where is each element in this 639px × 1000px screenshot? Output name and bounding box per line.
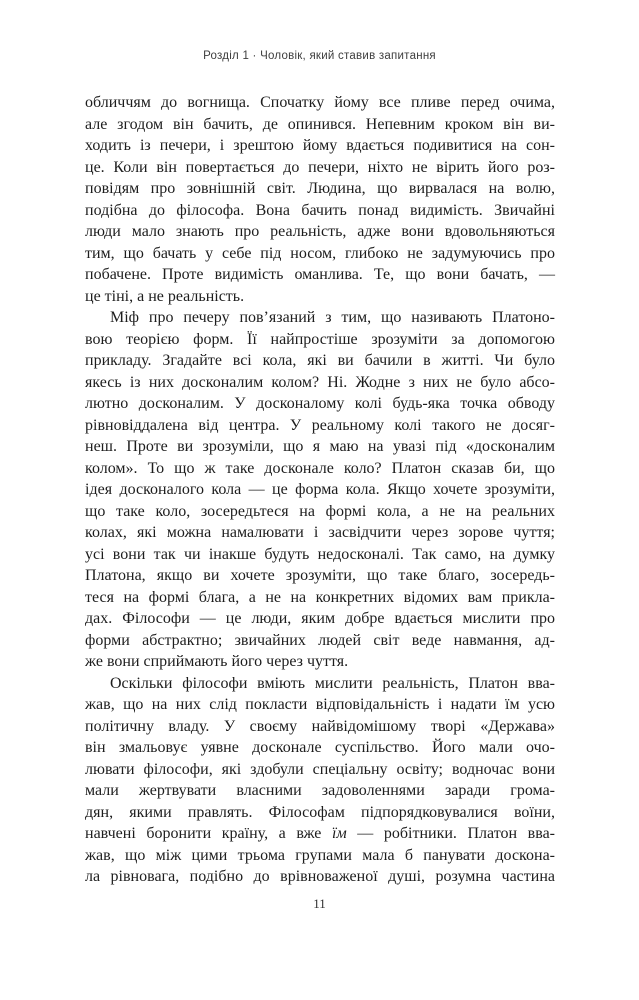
text-line: колом». То що ж таке досконале коло? Платон сказав би, що — [85, 459, 555, 477]
text-line: неш. Проте ви зрозуміли, що я маю на увазі під «досконалим — [85, 438, 555, 455]
text-line: Міф про печеру пов’язаний з тим, що називають Платоно- — [110, 309, 555, 326]
text-segment: навчені боронити країну, а вже — [85, 825, 333, 842]
text-line: подібна до філософа. Вона бачить понад видимість. Звичайні — [85, 201, 555, 219]
text-line: Платона, якщо ви хочете зрозуміти, що таке благо, зосередь- — [85, 567, 555, 584]
text-line: але згодом він бачить, де опинився. Непевним кроком він ви- — [85, 115, 555, 133]
text-line: це. Коли він повертається до печери, ніхто не вірить його роз- — [85, 158, 555, 176]
text-line: усі вони так чи інакше будуть недосконалі. Так само, на думку — [85, 545, 555, 563]
paragraph — [85, 307, 555, 673]
text-line: ідея досконалого кола — це форма кола. Якщо хочете зрозуміти, — [85, 481, 555, 498]
text-line: він змальовує уявне досконале суспільство. Його мали очо- — [85, 739, 555, 756]
text-line: же вони сприймають його через чуття. — [85, 653, 349, 670]
text-block — [85, 92, 555, 888]
text-line: це тіні, а не реальність. — [85, 287, 245, 305]
text-line: дах. Філософи — це люди, яким добре вдається мислити про — [85, 610, 555, 627]
text-segment: — робітники. Платон вва- — [346, 825, 556, 842]
text-line: лютно досконалим. У досконалому колі будь-яка точка обводу — [85, 395, 555, 412]
text-line: вою теорією форм. Її найпростіше зрозуміти за допомогою — [85, 330, 555, 348]
text-line: мали жертвувати власними задоволеннями заради грома- — [85, 782, 555, 799]
text-line: ла рівновага, подібно до врівноваженої душі, розумна частина — [85, 868, 555, 885]
text-line: повідям про зовнішній світ. Людина, що вирвалася на волю, — [85, 180, 555, 197]
text-line: люди мало знають про реальність, адже вони вдовольняються — [85, 223, 555, 240]
paragraph — [85, 673, 555, 888]
text-line: політичну владу. У своєму найвідомішому творі «Держава» — [85, 717, 555, 735]
text-line: прикладу. Згадайте всі кола, які ви бачили в житті. Чи було — [85, 352, 555, 369]
text-line: рівновіддалена від центра. У реальному колі такого не досяг- — [85, 416, 555, 434]
text-line: жав, що між цими трьома групами мала б панувати доскона- — [85, 846, 555, 864]
text-line: теся на формі блага, а не на конкретних відомих вам прикла- — [85, 588, 555, 606]
text-line: що таке коло, зосередьтеся на формі кола, а не на реальних — [85, 502, 555, 520]
text-line: лювати філософи, які здобули спеціальну освіту; водночас вони — [85, 760, 555, 778]
text-line: обличчям до вогнища. Спочатку йому все пливе перед очима, — [85, 94, 555, 111]
italic-text: їм — [332, 825, 347, 842]
text-line: якесь із них досконалим колом? Ні. Жодне з них не було абсо- — [85, 373, 555, 391]
text-line — [85, 823, 555, 845]
paragraph — [85, 92, 555, 307]
text-line: колах, які можна намалювати і засвідчити через зорове чуття; — [85, 524, 555, 541]
page-number: 11 — [313, 896, 326, 911]
running-header: Розділ 1 · Чоловік, який ставив запитання — [203, 50, 436, 62]
text-line: побачене. Проте видимість оманлива. Те, що вони бачать, — — [85, 266, 555, 283]
text-line: форми абстрактно; звичайних людей світ веде навмання, ад- — [85, 631, 555, 649]
text-line: тим, що бачать у себе під носом, глибоко не задумуючись про — [85, 244, 555, 262]
text-line: ходить із печери, і зрештою йому вдається подивитися на сон- — [85, 137, 555, 154]
text-line: дян, якими правлять. Філософам підпорядковувалися воїни, — [85, 803, 555, 821]
text-line: жав, що на них слід покласти відповідальність і надати їм усю — [85, 696, 555, 713]
text-line: Оскільки філософи вміють мислити реальність, Платон вва- — [110, 674, 555, 692]
